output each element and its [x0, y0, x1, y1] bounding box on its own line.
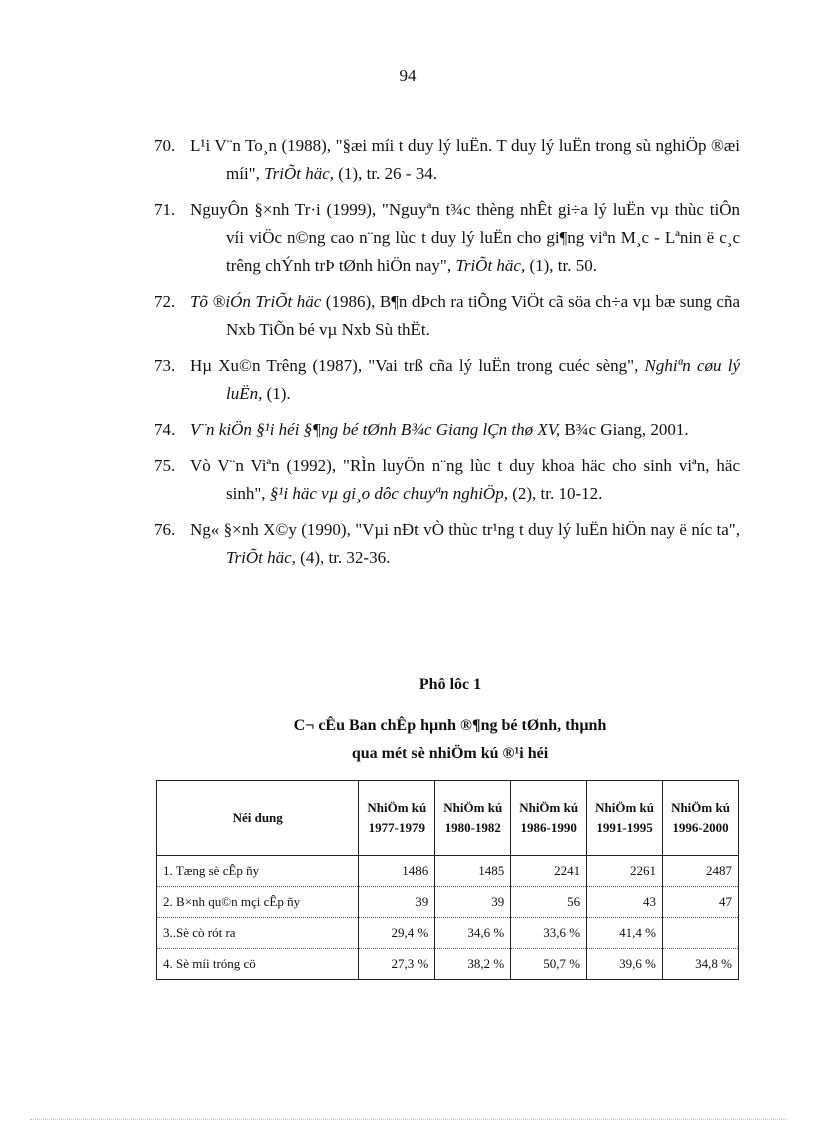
- column-header: NhiÖm kú 1991-1995: [587, 781, 663, 856]
- page-number: 94: [399, 66, 417, 85]
- table-cell: 1485: [435, 856, 511, 887]
- column-header: NhiÖm kú 1977-1979: [359, 781, 435, 856]
- page-bottom-rule: [30, 1119, 786, 1120]
- reference-item: [154, 352, 740, 408]
- table-cell: 2487: [663, 856, 739, 887]
- reference-source: TriÕt häc,: [264, 164, 335, 183]
- reference-source: V¨n kiÖn §¹i héi §¶ng bé tØnh B¾c Giang lÇn thø XV,: [190, 420, 561, 439]
- reference-list: [154, 132, 740, 580]
- table-cell: 27,3 %: [359, 949, 435, 980]
- appendix-title: Phô lôc 1: [418, 676, 482, 693]
- column-header: NhiÖm kú 1980-1982: [435, 781, 511, 856]
- table-cell: 38,2 %: [435, 949, 511, 980]
- table-cell: 34,8 %: [663, 949, 739, 980]
- reference-tail: (1), tr. 50.: [525, 256, 598, 275]
- table-row: [157, 918, 739, 949]
- reference-text: NguyÔn §×nh Tr·i (1999), "Nguyªn t¾c thèng nhÊt gi÷a lý luËn vµ thùc tiÔn víi viÖc n©ng cao n¨ng lùc t duy lý luËn cho gi¶ng viªn M¸c - Lªnin ë c¸c trêng chÝnh trÞ tØnh hiÖn nay",: [190, 200, 740, 275]
- reference-tail: (1).: [262, 384, 291, 403]
- reference-tail: B¾c Giang, 2001.: [560, 420, 689, 439]
- table-cell: 29,4 %: [359, 918, 435, 949]
- table-row: [157, 856, 739, 887]
- reference-item: [154, 416, 740, 444]
- table-row: [157, 887, 739, 918]
- reference-tail: (1986), B¶n dÞch ra tiÕng ViÖt cã söa ch÷a vµ bæ sung cña Nxb TiÕn bé vµ Nxb Sù thËt.: [226, 292, 740, 339]
- table-cell: 39: [435, 887, 511, 918]
- data-table: [156, 780, 739, 980]
- reference-item: [154, 452, 740, 508]
- table-title-line-2: qua mét sè nhiÖm kú ®¹i héi: [351, 745, 549, 762]
- reference-number: 71.: [154, 200, 176, 219]
- reference-number: 73.: [154, 356, 176, 375]
- table-cell: 2261: [587, 856, 663, 887]
- reference-number: 72.: [154, 292, 176, 311]
- reference-text: Hµ Xu©n Trêng (1987), "Vai trß cña lý luËn trong cuéc sèng",: [190, 356, 645, 375]
- table-title-line-1: C¬ cÊu Ban chÊp hµnh ®¶ng bé tØnh, thµnh: [293, 717, 607, 734]
- reference-source: Nghiªn cøu lý luËn,: [226, 356, 740, 403]
- table-cell: 33,6 %: [511, 918, 587, 949]
- column-header: NhiÖm kú 1986-1990: [511, 781, 587, 856]
- table-cell: 39: [359, 887, 435, 918]
- table-cell: 47: [663, 887, 739, 918]
- reference-tail: (4), tr. 32-36.: [295, 548, 391, 567]
- reference-number: 74.: [154, 420, 176, 439]
- table-cell: 50,7 %: [511, 949, 587, 980]
- reference-source: TriÕt häc,: [455, 256, 526, 275]
- table-cell: 2241: [511, 856, 587, 887]
- row-label: 4. Sè míi tróng cö: [157, 949, 359, 980]
- table-cell: [663, 918, 739, 949]
- row-label: 2. B×nh qu©n mçi cÊp ñy: [157, 887, 359, 918]
- table-header-row: [157, 781, 739, 856]
- table-cell: 41,4 %: [587, 918, 663, 949]
- reference-number: 76.: [154, 520, 176, 539]
- table-title: [0, 712, 816, 768]
- reference-text: Ng« §×nh X©y (1990), "Vµi nÐt vÒ thùc tr¹ng t duy lý luËn hiÖn nay ë níc ta",: [190, 520, 740, 539]
- reference-source: §¹i häc vµ gi¸o dôc chuyªn nghiÖp,: [269, 484, 508, 503]
- table-cell: 34,6 %: [435, 918, 511, 949]
- table-cell: 39,6 %: [587, 949, 663, 980]
- table-row: [157, 949, 739, 980]
- column-header: NhiÖm kú 1996-2000: [663, 781, 739, 856]
- reference-item: [154, 288, 740, 344]
- table-cell: 56: [511, 887, 587, 918]
- reference-tail: (2), tr. 10-12.: [507, 484, 603, 503]
- reference-tail: (1), tr. 26 - 34.: [334, 164, 437, 183]
- reference-text: L¹i V¨n To¸n (1988), "§æi míi t duy lý luËn. T duy lý luËn trong sù nghiÖp ®æi míi",: [190, 136, 740, 183]
- table-cell: 43: [587, 887, 663, 918]
- reference-item: [154, 132, 740, 188]
- table-cell: 1486: [359, 856, 435, 887]
- reference-number: 75.: [154, 456, 176, 475]
- reference-item: [154, 196, 740, 280]
- row-label: 3..Sè cò rót ra: [157, 918, 359, 949]
- reference-source: TriÕt häc,: [226, 548, 296, 567]
- reference-number: 70.: [154, 136, 176, 155]
- row-label: 1. Tæng sè cÊp ñy: [157, 856, 359, 887]
- reference-text: Vò V¨n Viªn (1992), "RÌn luyÖn n¨ng lùc t duy khoa häc cho sinh viªn, häc sinh",: [190, 456, 740, 503]
- reference-item: [154, 516, 740, 572]
- reference-source: Tõ ®iÓn TriÕt häc: [190, 292, 322, 311]
- column-header: Néi dung: [157, 781, 359, 856]
